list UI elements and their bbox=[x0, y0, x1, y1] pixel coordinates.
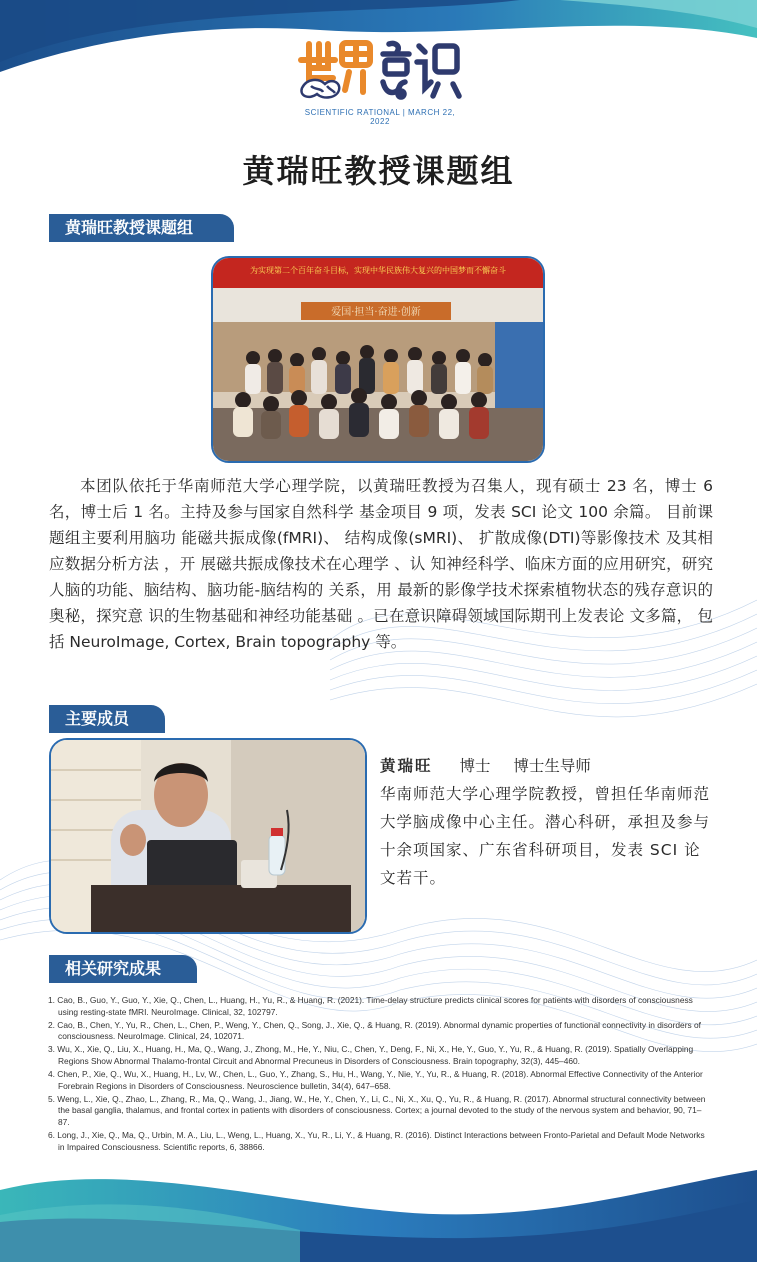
reference-item: 4. Chen, P., Xie, Q., Wu, X., Huang, H., Lv, W., Chen, L., Guo, Y., Zhang, S., Hu, H., Wang, Y., Nie, Y., Yu, R., & Huang, R. (2018). Abnormal Effective Connectivity of the Anterior Forebrain Regions in Disorders of Consciousness. Neuroscience bulletin, 34(4), 647–658. bbox=[48, 1069, 703, 1091]
page-title: 黄瑞旺教授课题组 bbox=[242, 152, 515, 190]
group-photo bbox=[211, 256, 545, 463]
member-heading-line bbox=[380, 752, 710, 780]
section-tag-results: 相关研究成果 bbox=[49, 955, 197, 983]
group-introduction: 本团队依托于华南师范大学心理学院，以黄瑞旺教授为召集人，现有硕士 23 名，博士 6 名，博士后 1 名。主持及参与国家自然科学 基金项目 9 项，发表 SCI 论文 100 余篇。 目前课题组主要利用脑功 能磁共振成像(fMRI)、 结构成像(sMRI)、 扩散成像(DTI)等影像技术 及其相应数据分析方法 ，开 展磁共振成像技术在心理学 、认 知神经科学、临床方面的应用研究，研究人脑的功能、脑结构、脑功能-脑结构的 关系，用 最新的影像学技术探索植物状态的残存意识的奥秘，探究意 识的生物基础和神经功能基础 。已在意识障碍领域国际期刊上发表论 文多篇， 包括 NeuroImage, Cortex, Brain topography 等。 bbox=[49, 477, 713, 651]
logo-glyphs bbox=[297, 38, 463, 104]
reference-item: 6. Long, J., Xie, Q., Ma, Q., Urbin, M. A., Liu, L., Weng, L., Huang, X., Yu, R., Li, Y., & Huang, R. (2016). Distinct Interactions between Fronto-Parietal and Default Mode Networks in Impaired Consciousness. Scientific reports, 6, 38866. bbox=[48, 1130, 705, 1152]
reference-item: 2. Cao, B., Chen, Y., Yu, R., Chen, L., Chen, P., Weng, Y., Chen, Q., Song, J., Xie, Q., & Huang, R. (2019). Abnormal dynamic properties of functional connectivity in disorders of consciousness. NeuroImage. Clinical, 24, 102071. bbox=[48, 1019, 701, 1042]
banner-slogan: 为实现第二个百年奋斗目标，实现中华民族伟大复兴的中国梦而不懈奋斗 bbox=[250, 266, 506, 275]
reference-item: 1. Cao, B., Guo, Y., Guo, Y., Xie, Q., Chen, L., Huang, H., Yu, R., & Huang, R. (2021). Time-delay structure predicts clinical scores for patients with disorders of consciousness using resting-state fMRI. NeuroImage. Clinical, 32, 102797. bbox=[48, 995, 693, 1017]
member-description: 华南师范大学心理学院教授，曾担任华南师范大学脑成像中心主任。潜心科研，承担及参与十余项国家、广东省科研项目，发表 SCI 论文若干。 bbox=[380, 785, 711, 887]
logo-subtitle: SCIENTIFIC RATIONAL | MARCH 22, 2022 bbox=[304, 108, 456, 126]
member-name: 黄瑞旺 bbox=[380, 757, 433, 775]
member-role: 博士生导师 bbox=[513, 757, 591, 775]
section-tag-members: 主要成员 bbox=[49, 705, 165, 733]
section-tag-group: 黄瑞旺教授课题组 bbox=[49, 214, 234, 242]
reference-item: 5. Weng, L., Xie, Q., Zhao, L., Zhang, R., Ma, Q., Wang, J., Jiang, W., He, Y., Chen, Y., Li, C., Ni, X., Xu, Q., Yu, R., & Huang, R. (2017). Abnormal structural connectivity between the basal ganglia, thalamus, and frontal cortex in patients with disorders of consciousness. Cortex; a journal devoted to the study of the nervous system and behavior, 90, 71–87. bbox=[48, 1093, 706, 1127]
member-photo bbox=[49, 738, 367, 934]
event-logo bbox=[295, 38, 465, 126]
member-degree: 博士 bbox=[459, 757, 491, 775]
reference-list bbox=[48, 995, 713, 1155]
member-photo-illustration bbox=[51, 740, 365, 932]
group-photo-illustration bbox=[213, 258, 543, 461]
reference-item: 3. Wu, X., Xie, Q., Liu, X., Huang, H., Ma, Q., Wang, J., Zhong, M., He, Y., Niu, C., Chen, Y., Deng, F., Ni, X., He, Y., Guo, Y., Yu, R., & Huang, R. (2019). Spatially Overlapping Regions Show Abnormal Thalamo-frontal Circuit and Abnormal Precuneus in Disorders of Consciousness. Brain topography, 32(3), 445–460. bbox=[48, 1044, 694, 1066]
member-info bbox=[380, 752, 710, 892]
wall-slogan: 爱国·担当·奋进·创新 bbox=[331, 307, 421, 318]
